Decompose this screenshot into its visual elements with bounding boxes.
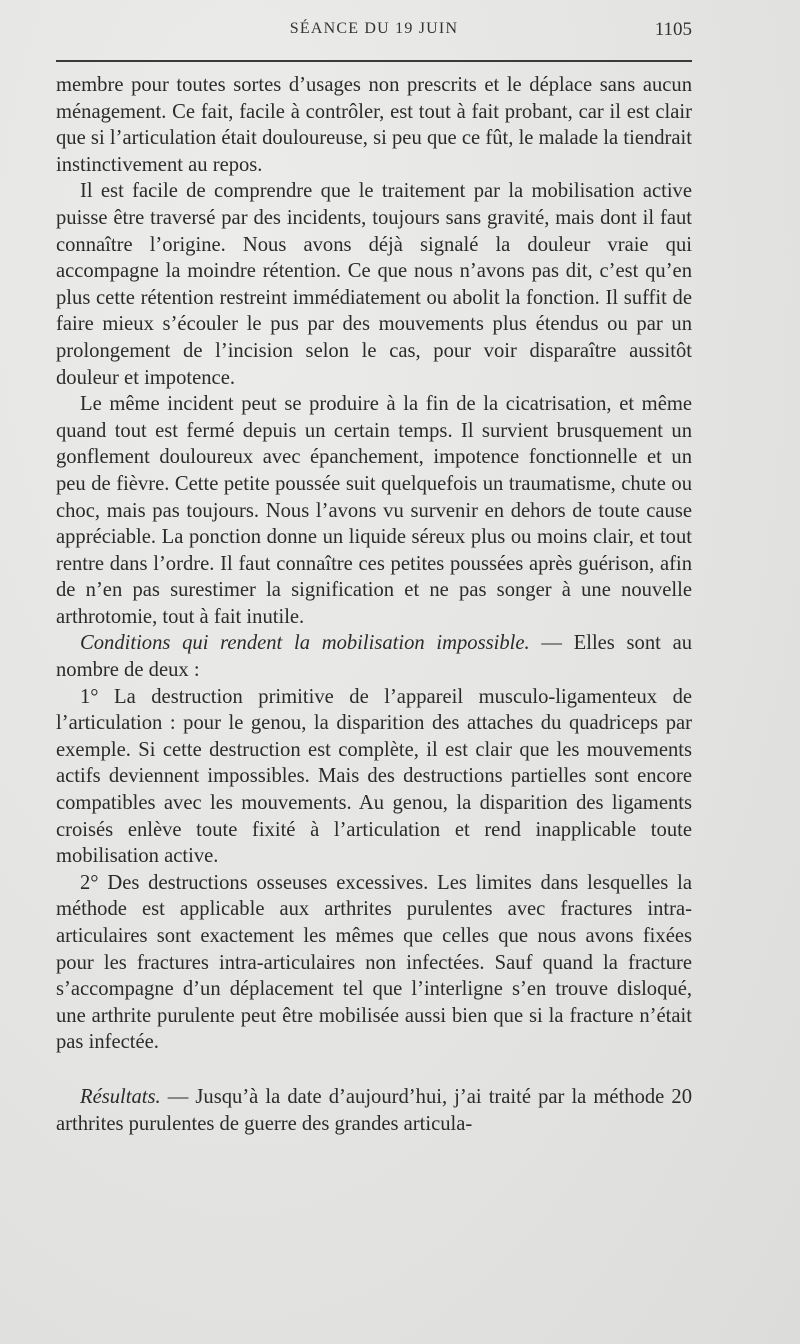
header-rule [56,60,692,62]
paragraph-condition-1 [56,684,692,870]
paragraph-text: — Elles sont au nombre de deux : [56,632,693,682]
paragraph-results [56,1084,692,1137]
paragraph-text: Le même incident peut se produire à la fin de la cicatrisation, et même quand tout est fermé depuis un certain temps. Il survient brusquement un gonflement douloureux avec épanchement, impotence fonctionnelle et un peu de fièvre. Cette petite poussée suit quelquefois un traumatisme, chute ou choc, mais pas toujours. Nous l’avons vu survenir en dehors de toute cause appréciable. La ponction donne un liquide séreux plus ou moins clair, et tout rentre dans l’ordre. Il faut connaître ces petites poussées après guérison, afin de n’en pas surestimer la signification et ne pas songer à une nouvelle arthrotomie, tout à fait inutile. [56,393,692,628]
page-number: 1105 [654,19,692,40]
section-heading-results: Résultats. [80,1085,161,1108]
paragraph-text: membre pour toutes sortes d’usages non prescrits et le déplace sans aucun ménagement. Ce fait, facile à contrôler, est tout à fait probant, car il est clair que si l’articulation était douloureuse, si peu que ce fût, le malade la tiendrait instinctivement au repos. [56,74,692,176]
paragraph-text: Il est facile de comprendre que le traitement par la mobilisation active puisse être traversé par des incidents, toujours sans gravité, mais dont il faut connaître l’origine. Nous avons déjà signalé la douleur vraie qui accompagne la moindre rétention. Ce que nous n’avons pas dit, c’est qu’en plus cette rétention restreint immédiatement ou abolit la fonction. Il suffit de faire mieux s’écouler le pus par des mouvements plus étendus ou par un prolongement de l’incision selon le cas, pour voir disparaître aussitôt douleur et impotence. [56,180,692,389]
paragraph-incidents [56,178,692,391]
paragraph-late-incident [56,391,692,630]
paragraph-condition-2 [56,870,692,1056]
paragraph-text: 2° Des destructions osseuses excessives. Les limites dans lesquelles la méthode est applicable aux arthrites purulentes avec fractures intra-articulaires sont exactement les mêmes que celles que nous avons fixées pour les fractures intra-articulaires non infectées. Sauf quand la fracture s’accompagne d’un déplacement tel que l’interligne s’en trouve disloqué, une arthrite purulente peut être mobilisée aussi bien que si la fracture n’était pas infectée. [56,871,692,1054]
running-head [56,14,692,48]
paragraph-text: 1° La destruction primitive de l’appareil musculo-ligamenteux de l’articulation : pour le genou, la disparition des attaches du quadriceps par exemple. Si cette destruction est complète, il est clair que les mouvements actifs deviennent impossibles. Mais des destructions partielles sont encore compatibles avec les mouvements. Au genou, la disparition des ligaments croisés enlève toute fixité à l’articulation et rend inapplicable toute mobilisation active. [56,685,692,868]
book-page [56,14,692,1137]
paragraph-conditions [56,630,692,683]
body-text [56,72,692,1137]
running-title: SÉANCE DU 19 JUIN [289,20,459,37]
section-heading-conditions: Conditions qui rendent la mobilisation impossible. [80,632,530,655]
paragraph-text: — Jusqu’à la date d’aujourd’hui, j’ai traité par la méthode 20 arthrites purulentes de guerre des grandes articula- [56,1085,692,1135]
paragraph-continuation [56,72,692,178]
